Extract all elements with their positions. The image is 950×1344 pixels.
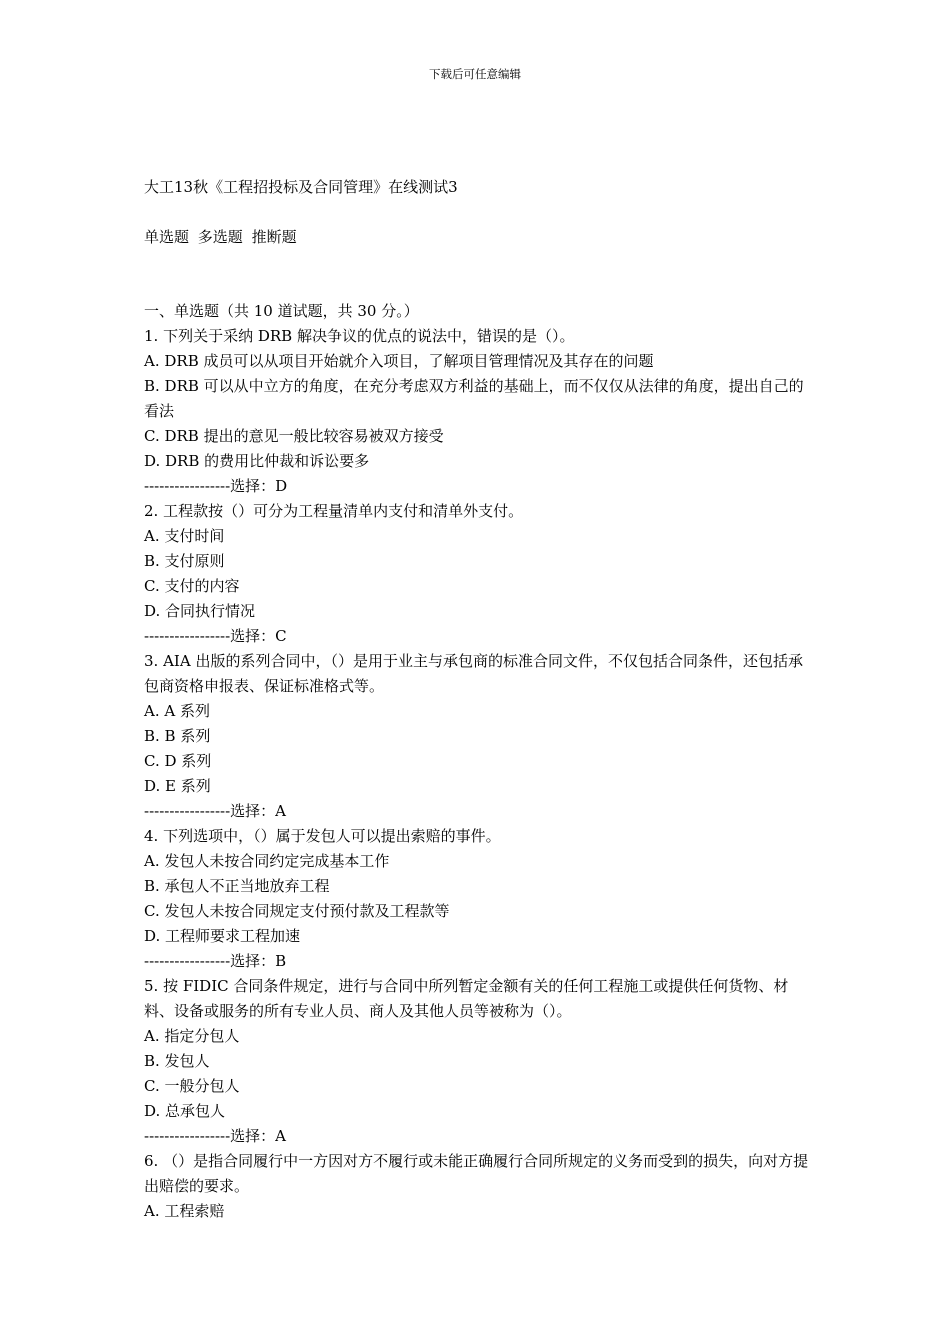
header-note: 下载后可任意编辑 [429,67,521,81]
question-5 [144,974,816,1149]
question-option: B. DRB 可以从中立方的角度，在充分考虑双方利益的基础上，而不仅仅从法律的角度，提出自己的看法 [144,377,804,420]
question-option: D. 工程师要求工程加速 [144,927,301,945]
question-option: A. 工程索赔 [144,1202,225,1220]
document-title: 大工13秋《工程招投标及合同管理》在线测试3 [144,178,458,196]
question-option: A. 指定分包人 [144,1027,240,1045]
question-6 [144,1149,816,1224]
question-stem: 4. 下列选项中，（）属于发包人可以提出索赔的事件。 [144,827,501,845]
question-answer: -----------------选择：D [144,477,288,495]
question-option: A. 发包人未按合同约定完成基本工作 [144,852,390,870]
question-option: C. 发包人未按合同规定支付预付款及工程款等 [144,902,450,920]
question-stem: 3. AIA 出版的系列合同中，（）是用于业主与承包商的标准合同文件，不仅包括合同条件，还包括承包商资格申报表、保证标准格式等。 [144,652,803,695]
question-option: B. 发包人 [144,1052,210,1070]
question-content [144,299,816,1224]
question-type-list [144,226,824,248]
question-answer: -----------------选择：C [144,627,287,645]
question-answer: -----------------选择：A [144,802,286,820]
question-answer: -----------------选择：A [144,1127,286,1145]
question-3 [144,649,816,824]
question-stem: 1. 下列关于采纳 DRB 解决争议的优点的说法中，错误的是（）。 [144,327,575,345]
question-option: A. DRB 成员可以从项目开始就介入项目，了解项目管理情况及其存在的问题 [144,352,654,370]
question-option: C. 一般分包人 [144,1077,240,1095]
question-option: A. 支付时间 [144,527,225,545]
question-stem: 5. 按 FIDIC 合同条件规定，进行与合同中所列暂定金额有关的任何工程施工或提供任何货物、材料、设备或服务的所有专业人员、商人及其他人员等被称为（）。 [144,977,789,1020]
question-2 [144,499,816,649]
question-type-judgement: 推断题 [251,228,297,246]
question-option: D. 总承包人 [144,1102,226,1120]
question-option: D. DRB 的费用比仲裁和诉讼要多 [144,452,370,470]
question-option: C. DRB 提出的意见一般比较容易被双方接受 [144,427,444,445]
question-option: D. E 系列 [144,777,211,795]
question-answer: -----------------选择：B [144,952,287,970]
question-option: C. D 系列 [144,752,212,770]
question-option: B. B 系列 [144,727,211,745]
section-heading: 一、单选题（共 10 道试题，共 30 分。） [144,302,419,320]
question-type-single: 单选题 [144,228,190,246]
question-option: B. 支付原则 [144,552,225,570]
question-option: B. 承包人不正当地放弃工程 [144,877,330,895]
question-stem: 6. （）是指合同履行中一方因对方不履行或未能正确履行合同所规定的义务而受到的损失，向对方提出赔偿的要求。 [144,1152,809,1195]
question-1 [144,324,816,499]
question-4 [144,824,816,974]
question-stem: 2. 工程款按（）可分为工程量清单内支付和清单外支付。 [144,502,524,520]
question-type-multiple: 多选题 [197,228,243,246]
question-option: A. A 系列 [144,702,210,720]
question-option: C. 支付的内容 [144,577,240,595]
question-option: D. 合同执行情况 [144,602,256,620]
